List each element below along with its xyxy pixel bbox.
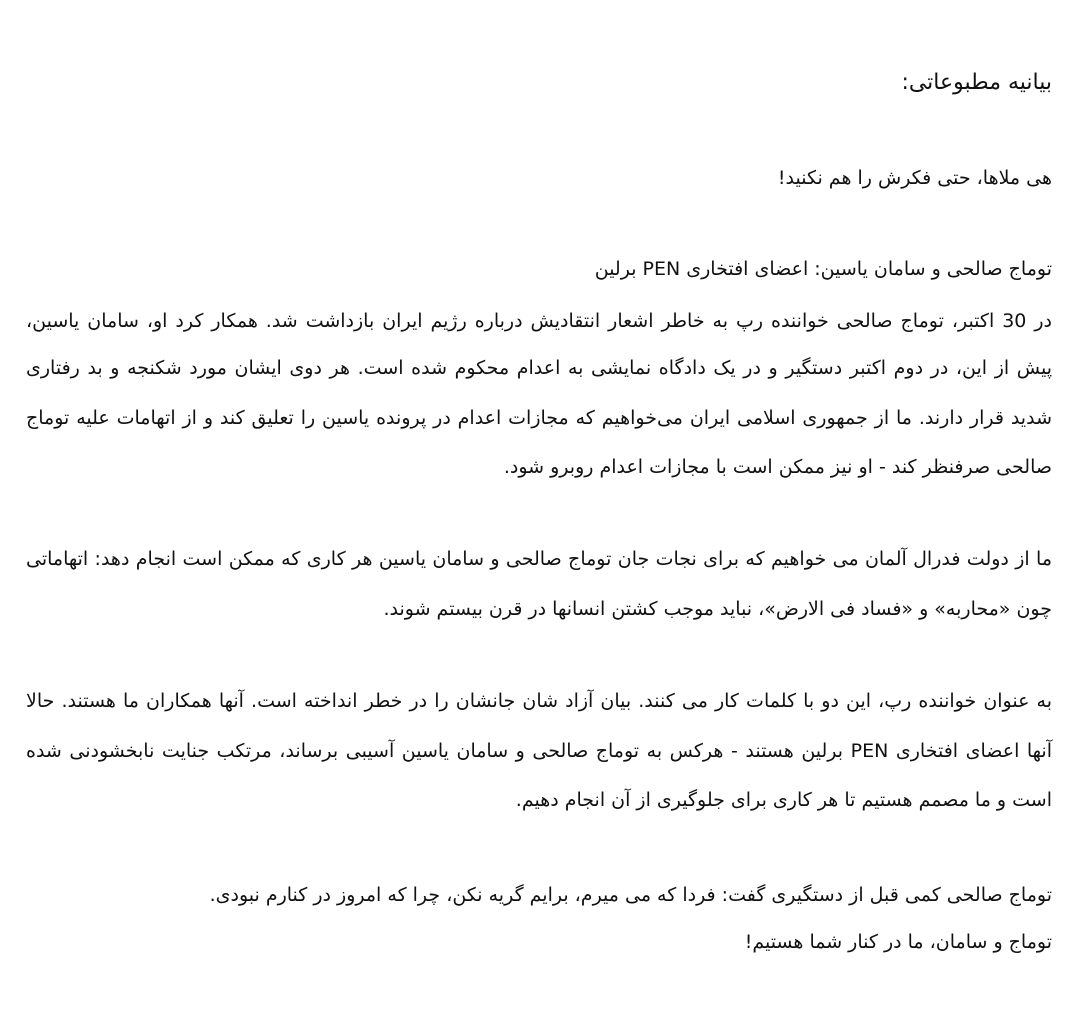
paragraph-line: به عنوان خواننده رپ، این دو با کلمات کار می کنند. بیان آزاد شان جانشان را در خطر انداخته است. آنها همکاران ما هستند. حالا	[26, 690, 1052, 712]
paragraph-line: توماج صالحی کمی قبل از دستگیری گفت: فردا که می میرم، برایم گریه نکن، چرا که امروز در کنارم نبودی.	[209, 884, 1052, 906]
paragraph-line: در 30 اکتبر، توماج صالحی خواننده رپ به خاطر اشعار انتقادیش درباره رژیم ایران بازداشت شد. همکار کرد او، سامان یاسین،	[26, 310, 1052, 332]
paragraph-line: ما از دولت فدرال آلمان می خواهیم که برای نجات جان توماج صالحی و سامان یاسین هر کاری که ممکن است انجام دهد: اتهاماتی	[26, 548, 1052, 570]
paragraph-line: شدید قرار دارند. ما از جمهوری اسلامی ایران می‌خواهیم که مجازات اعدام در پرونده یاسین را تعلیق کند و از اتهامات علیه توماج	[26, 407, 1052, 429]
paragraph-line: است و ما مصمم هستیم تا هر کاری برای جلوگیری از آن انجام دهیم.	[515, 789, 1052, 811]
subheading: توماج صالحی و سامان یاسین: اعضای افتخاری PEN برلین	[594, 258, 1052, 280]
closing-line: توماج و سامان، ما در کنار شما هستیم!	[744, 931, 1052, 953]
paragraph-line: چون «محاربه» و «فساد فی الارض»، نباید موجب کشتن انسانها در قرن بیستم شوند.	[383, 598, 1052, 620]
paragraph-line: آنها اعضای افتخاری PEN برلین هستند - هرکس به توماج صالحی و سامان یاسین آسیبی برساند، مرتکب جنایت نابخشودنی شده	[26, 740, 1053, 762]
document-title: بیانیه مطبوعاتی:	[901, 70, 1052, 95]
paragraph-line: پیش از این، در دوم اکتبر دستگیر و در یک دادگاه نمایشی به اعدام محکوم شده است. هر دوی ایشان مورد شکنجه و بد رفتاری	[26, 357, 1052, 379]
paragraph-line: صالحی صرفنظر کند - او نیز ممکن است با مجازات اعدام روبرو شود.	[503, 456, 1052, 478]
headline: هی ملاها، حتی فکرش را هم نکنید!	[777, 167, 1052, 189]
